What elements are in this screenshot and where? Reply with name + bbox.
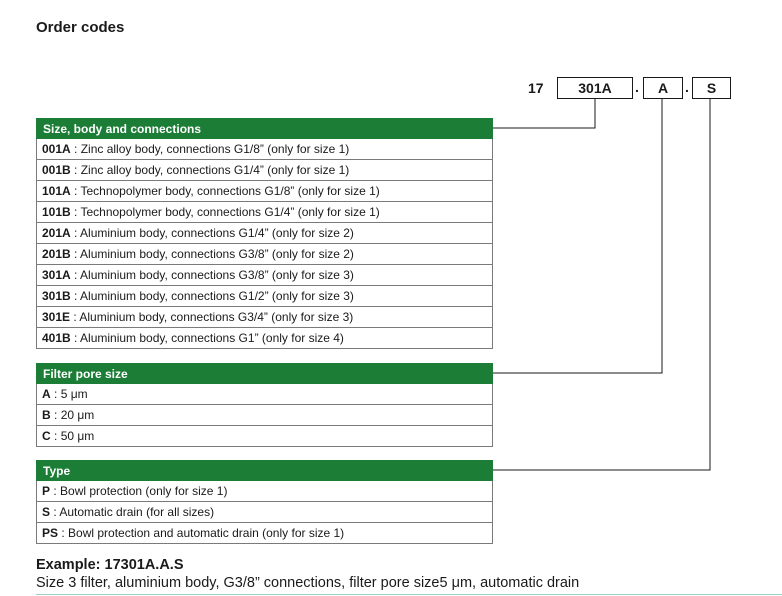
order-code-type-box: S [692,77,731,99]
option-description: Technopolymer body, connections G1/8” (only for size 1) [80,184,380,198]
option-description: Aluminium body, connections G3/4” (only for size 3) [79,310,354,324]
code-separator: : [50,429,61,443]
option-code: 201B [42,247,71,261]
code-separator: : [70,331,81,345]
option-description: Aluminium body, connections G1/4” (only for size 2) [80,226,354,240]
connector-size [493,99,595,128]
option-description: Zinc alloy body, connections G1/4” (only for size 1) [80,163,350,177]
option-description: Aluminium body, connections G1/2” (only for size 3) [80,289,354,303]
order-code-separator-2: . [685,79,689,95]
option-code: 301E [42,310,71,324]
option-code: B [42,408,51,422]
option-code: P [42,484,51,498]
table-row [37,426,493,447]
option-description: Aluminium body, connections G3/8” (only for size 3) [80,268,354,282]
type-table [36,460,493,544]
code-separator: : [70,142,81,156]
code-separator: : [70,163,81,177]
order-code-separator-1: . [635,79,639,95]
option-description: Technopolymer body, connections G1/4” (only for size 1) [80,205,380,219]
option-code: 301B [42,289,71,303]
connector-filter [493,99,662,373]
code-separator: : [70,268,81,282]
table-row [37,244,493,265]
example-title: Example: 17301A.A.S [36,557,184,573]
table-row [37,223,493,244]
code-separator: : [70,289,81,303]
table-row [37,139,493,160]
filter-pore-size-table [36,363,493,447]
option-code: PS [42,526,59,540]
connector-type [493,99,710,470]
code-separator: : [50,408,61,422]
table-row [37,481,493,502]
option-code: 201A [42,226,71,240]
table-row [37,502,493,523]
option-description: Bowl protection and automatic drain (only for size 1) [68,526,345,540]
option-code: 101A [42,184,71,198]
option-code: 001B [42,163,71,177]
option-description: Automatic drain (for all sizes) [59,505,215,519]
section-header: Type [37,461,493,481]
option-code: 001A [42,142,71,156]
example-description: Size 3 filter, aluminium body, G3/8” connections, filter pore size5 μm, automatic drain [36,575,580,591]
code-separator: : [70,247,81,261]
option-description: 5 μm [60,387,88,401]
option-code: C [42,429,51,443]
option-description: Aluminium body, connections G3/8” (only for size 2) [80,247,354,261]
code-separator: : [50,387,61,401]
code-separator: : [70,205,81,219]
option-description: 50 μm [60,429,95,443]
option-code: A [42,387,51,401]
code-separator: : [70,310,80,324]
table-row [37,405,493,426]
section-header: Size, body and connections [37,119,493,139]
table-row [37,286,493,307]
page-title: Order codes [36,19,125,36]
code-separator: : [58,526,69,540]
bottom-divider [36,594,782,595]
table-row [37,160,493,181]
option-description: Aluminium body, connections G1” (only for size 4) [80,331,344,345]
size-body-connections-table [36,118,493,349]
option-code: 301A [42,268,71,282]
order-code-size-box: 301A [557,77,633,99]
table-row [37,265,493,286]
code-separator: : [50,505,60,519]
table-row [37,328,493,349]
option-description: Zinc alloy body, connections G1/8” (only for size 1) [80,142,350,156]
option-description: 20 μm [60,408,95,422]
option-code: S [42,505,51,519]
code-separator: : [50,484,61,498]
option-description: Bowl protection (only for size 1) [60,484,228,498]
order-code-filter-box: A [643,77,683,99]
order-code-prefix: 17 [528,80,544,96]
table-row [37,202,493,223]
option-code: 101B [42,205,71,219]
table-row [37,523,493,544]
code-separator: : [70,226,81,240]
table-row [37,181,493,202]
table-row [37,307,493,328]
section-header: Filter pore size [37,364,493,384]
table-row [37,384,493,405]
option-code: 401B [42,331,71,345]
code-separator: : [70,184,81,198]
